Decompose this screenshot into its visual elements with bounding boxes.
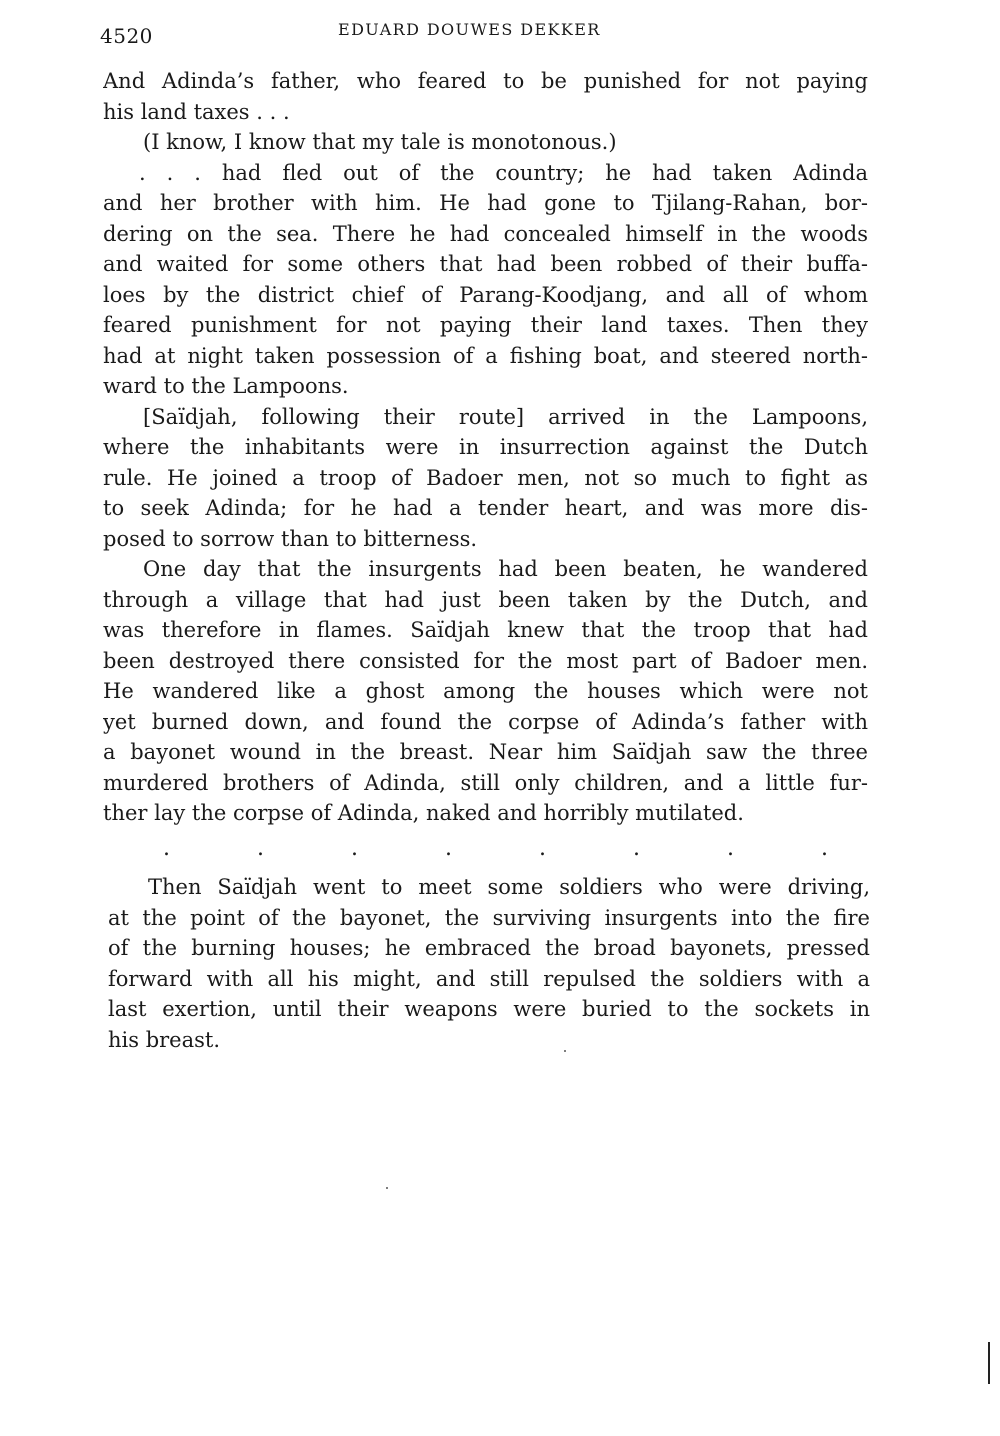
text-line: his land taxes . . .	[103, 99, 290, 124]
text-line: and waited for some others that had been robbed of their buffa-	[103, 252, 868, 276]
text-line: had at night taken possession of a fishing boat, and steered north-	[103, 343, 868, 368]
page-edge-mark	[988, 1342, 990, 1384]
print-speck	[564, 1050, 566, 1052]
text-line: was therefore in flames. Saïdjah knew that the troop that had	[103, 618, 868, 642]
text-block-2	[108, 872, 870, 1055]
text-line: . . . had fled out of the country; he had taken Adinda	[139, 160, 868, 185]
text-line: a bayonet wound in the breast. Near him Saïdjah saw the three	[103, 740, 868, 764]
text-line: And Adinda’s father, who feared to be punished for not paying	[103, 69, 868, 93]
separator-dot: .	[445, 836, 452, 861]
text-line: through a village that had just been taken by the Dutch, and	[103, 587, 868, 612]
section-separator-dots	[163, 838, 828, 860]
text-line: of the burning houses; he embraced the broad bayonets, pressed	[108, 936, 870, 960]
text-line: been destroyed there consisted for the most part of Badoer men.	[103, 648, 868, 673]
text-line: murdered brothers of Adinda, still only children, and a little fur-	[103, 770, 868, 795]
print-speck	[386, 1187, 388, 1189]
text-line: feared punishment for not paying their land taxes. Then they	[103, 313, 868, 337]
separator-dot: .	[351, 836, 358, 861]
text-block-1	[103, 66, 868, 829]
text-line: loes by the district chief of Parang-Koodjang, and all of whom	[103, 282, 868, 307]
text-line: One day that the insurgents had been beaten, he wandered	[143, 557, 868, 581]
separator-dot: .	[539, 836, 546, 861]
text-line: dering on the sea. There he had concealed himself in the woods	[103, 221, 868, 246]
running-head: EDUARD DOUWES DEKKER	[338, 20, 601, 39]
text-line: posed to sorrow than to bitterness.	[103, 526, 478, 551]
text-line: to seek Adinda; for he had a tender heart, and was more dis-	[103, 496, 868, 520]
separator-dot: .	[257, 836, 264, 861]
text-line: ther lay the corpse of Adinda, naked and horribly mutilated.	[103, 801, 744, 825]
text-line: rule. He joined a troop of Badoer men, not so much to fight as	[103, 465, 868, 490]
separator-dot: .	[633, 836, 640, 861]
text-line: where the inhabitants were in insurrection against the Dutch	[103, 435, 868, 459]
text-line: Then Saïdjah went to meet some soldiers who were driving,	[148, 875, 870, 899]
text-line: He wandered like a ghost among the houses which were not	[103, 679, 868, 703]
separator-dot: .	[163, 836, 170, 861]
text-line: his breast.	[108, 1027, 221, 1052]
text-line: at the point of the bayonet, the surviving insurgents into the fire	[108, 905, 870, 930]
separator-dot: .	[821, 836, 828, 861]
text-line: yet burned down, and found the corpse of Adinda’s father with	[103, 709, 868, 734]
text-line: forward with all his might, and still repulsed the soldiers with a	[108, 966, 870, 991]
text-line: ward to the Lampoons.	[103, 374, 349, 398]
text-line: and her brother with him. He had gone to Tjilang-Rahan, bor-	[103, 191, 868, 215]
text-line: (I know, I know that my tale is monotonous.)	[143, 130, 617, 154]
text-line: last exertion, until their weapons were buried to the sockets in	[108, 997, 870, 1021]
text-line: [Saïdjah, following their route] arrived in the Lampoons,	[143, 404, 868, 429]
page-number: 4520	[100, 24, 153, 48]
separator-dot: .	[727, 836, 734, 861]
